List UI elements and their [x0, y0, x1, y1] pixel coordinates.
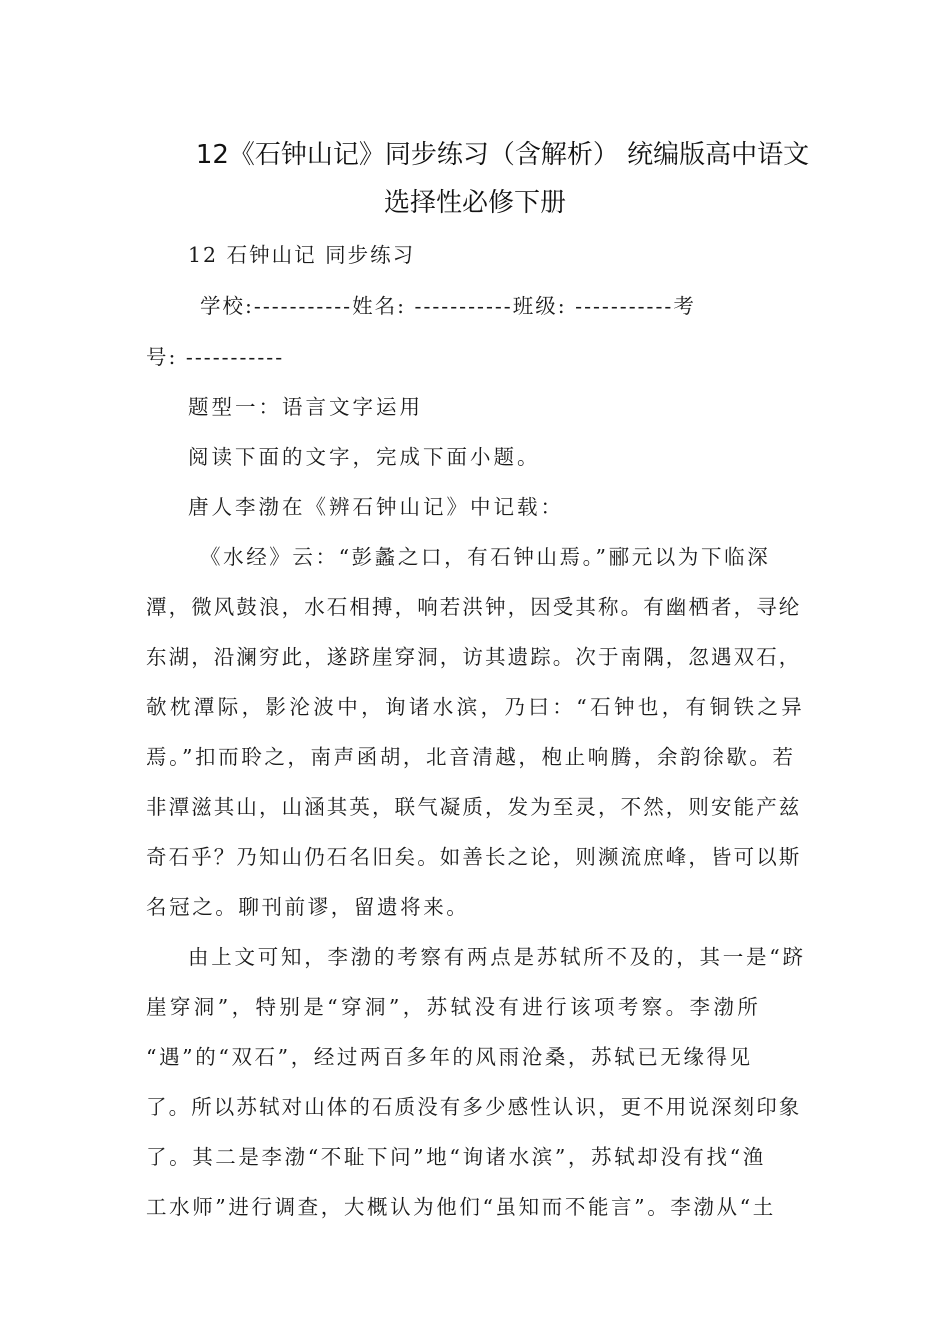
passage-line: 《水经》云：“彭蠡之口，有石钟山焉。”郦元以为下临深 [200, 545, 771, 569]
analysis-line: 了。其二是李渤“不耻下问”地“询诸水滨”，苏轼却没有找“渔 [146, 1145, 766, 1169]
instruction-text: 阅读下面的文字，完成下面小题。 [188, 445, 541, 469]
student-info-line-1: 学校:-----------姓名: -----------班级: -----------考 [200, 294, 696, 318]
analysis-line: “遇”的“双石”，经过两百多年的风雨沧桑，苏轼已无缘得见 [146, 1045, 753, 1069]
passage-line: 奇石乎？乃知山仍石名旧矣。如善长之论，则濒流庶峰，皆可以斯 [146, 845, 802, 869]
exercise-subtitle: 12 石钟山记 同步练习 [188, 243, 416, 267]
analysis-line: 工水师”进行调查，大概认为他们“虽知而不能言”。李渤从“土 [146, 1195, 776, 1219]
passage-line: 焉。”扣而聆之，南声函胡，北音清越，枹止响腾，余韵徐歇。若 [146, 745, 796, 769]
section-heading: 题型一：语言文字运用 [188, 395, 423, 419]
passage-line: 非潭滋其山，山涵其英，联气凝质，发为至灵，不然，则安能产兹 [146, 795, 802, 819]
analysis-line: 崖穿洞”，特别是“穿洞”，苏轼没有进行该项考察。李渤所 [146, 995, 762, 1019]
passage-line: 欹枕潭际，影沦波中，询诸水滨，乃曰：“石钟也，有铜铁之异 [146, 695, 806, 719]
analysis-line: 由上文可知，李渤的考察有两点是苏轼所不及的，其一是“跻 [188, 945, 806, 969]
passage-line: 潭，微风鼓浪，水石相搏，响若洪钟，因受其称。有幽栖者，寻纶 [146, 595, 802, 619]
student-info-line-2: 号: ----------- [146, 345, 285, 369]
passage-line: 名冠之。聊刊前谬，留遗将来。 [146, 895, 470, 919]
analysis-line: 了。所以苏轼对山体的石质没有多少感性认识，更不用说深刻印象 [146, 1095, 802, 1119]
document-title-line-2: 选择性必修下册 [383, 188, 566, 218]
passage-intro: 唐人李渤在《辨石钟山记》中记载： [188, 495, 564, 519]
document-title-line-1: 12《石钟山记》同步练习（含解析） 统编版高中语文 [195, 140, 810, 170]
passage-line: 东湖，沿澜穷此，遂跻崖穿洞，访其遗踪。次于南隅，忽遇双石， [146, 645, 802, 669]
